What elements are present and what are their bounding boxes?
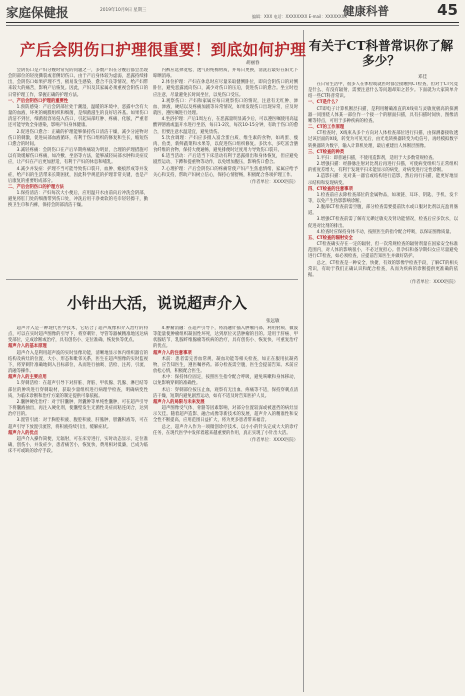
section-title: 健康科普 xyxy=(343,4,389,18)
article3-column xyxy=(308,82,458,691)
column-divider xyxy=(303,30,304,692)
paragraph: 2.体位护理：产妇在休息时应尽量采取健侧卧位，即向会阴伤口的对侧卧位，避免恶露流向伤口，减少对伤口的压迫，促进伤口的愈合。坐立时也应注意，尽量避免长时间坐位，以免伤口受压。 xyxy=(153,80,298,98)
paragraph: 2.增强扫描：经静脉注射对比剂后再进行扫描，可使病变组织与正常组织的密度差增大，有利于发现平扫未能显示的病变，对病变进行定性诊断。 xyxy=(308,162,458,174)
subheading: 一、产后会阴伤口护理的重要性 xyxy=(8,98,69,104)
subheading: 二、CT的工作原理 xyxy=(308,125,345,131)
paragraph: 4.坐浴护理：产后1周左右，在恶露量明显减少后，可以遵医嘱使用高锰酸钾溶液或温开水进行坐浴，每日1-2次，每次10-15分钟，有助于伤口的愈合，但要注意水温适宜，避免烫伤。 xyxy=(153,117,298,135)
paragraph: CT检查确实存在一定的辐射，但一次常规检查的辐射剂量在国家安全标准范围内，对人体的影响很小，不必过度担心。但孕妇和备孕期妇女应尽量避免进行CT检查，如必须检查，应提前告知医生并做好防护。 xyxy=(308,242,458,260)
paragraph: 1.保持清洁：产妇每次大小便后，应用温开水由前向后冲洗会阴部，避免将肛门处的细菌带到伤口处，冲洗后用干净柔软的毛巾轻轻擦干，勤换卫生巾和内裤，保持会阴部清洁干燥。 xyxy=(8,191,148,209)
subheading: 超声介入的主要应用 xyxy=(8,375,47,381)
paragraph: 2.促进伤口愈合：正确的护理能够保持伤口清洁干燥，减少分泌物对伤口的刺激，促进局部血液循环，有利于伤口组织的修复和生长，缩短伤口愈合的时间。 xyxy=(8,129,148,147)
paragraph: CT即电子计算机断层扫描，是利用精确准直的X线束与灵敏度极高的探测器一同围绕人体某一部位作一个接一个的断面扫描，具有扫描时间快、图像清晰等特点，可用于多种疾病的检查。 xyxy=(308,106,458,124)
paragraph: 1.平扫：即普通扫描，不使用造影剂，适用于大多数常规检查。 xyxy=(316,155,437,161)
subheading: 超声介入的局限与未来发展 xyxy=(153,399,205,405)
subheading: 一、CT是什么？ xyxy=(308,100,340,106)
paragraph: 内裤应选择宽松、透气的纯棉材质，并每日更换，清洗后最好在阳光下晾晒消毒。 xyxy=(153,68,298,80)
subheading: 超声介入的注意事项 xyxy=(153,350,192,356)
paragraph: 超声介入操作简便，无辐射，可在床旁进行，实时动态显示，定位准确，创伤小，并发症少，患者痛苦小，恢复快，费用相对低廉，已成为临床不可或缺的诊疗手段。 xyxy=(8,436,148,455)
paragraph: 术后：穿刺部位按压止血，观察有无出血、疼痛等不适，保持穿刺点清洁干燥，短期内避免剧烈运动，如有不适及时告知医护人员。 xyxy=(153,387,298,399)
paragraph: 5.饮食调理：产妇应多摄入富含蛋白质、维生素的食物，如鸡蛋、瘦肉、鱼类、新鲜蔬菜和水果等，以促进伤口组织修复。多饮水，多吃富含膳食纤维的食物，保持大便通畅，避免排便时过度用力导致伤口裂开。 xyxy=(153,135,298,154)
paragraph: CT检查时，X线束从多个方向对人体检查部位进行扫描，由探测器接收透过该层面的X线，转变为可见光后，由光电转换器转变为电信号，再经模拟数字转换器转为数字，输入计算机处理，最后重建出人体断层图像。 xyxy=(308,131,458,149)
paragraph: 总之，超声介入作为一项微创诊疗技术，以小小的针头完成大大的诊疗任务，在现代医学中发挥着越来越重要的作用，真正实现了小针出大活。 xyxy=(153,424,298,436)
paragraph: 超声介入是利用超声波的实时显像功能，清晰地显示体内组织器官的结构及病灶的位置、大小、形态和毗邻关系，医生在超声图像的实时监视下，将穿刺针准确地刺入目标部位，从而进行抽吸、活检、注药、引流、消融等操作。 xyxy=(8,350,148,375)
editor-info: 编辑：XXX 电话：XXXXXXXX E-mail：XXXXXXXX xyxy=(252,14,348,19)
page-number: 45 xyxy=(437,1,458,19)
article1-title: 产后会阴伤口护理很重要！到底如何护理 xyxy=(20,40,307,59)
subheading: 超声介入的基本原理 xyxy=(8,344,47,350)
paragraph: 3.造影扫描：先对某一器官或结构进行造影，然后再行扫描，能更好地显示结构和发现病变。 xyxy=(308,174,458,186)
author-affiliation: （作者单位：XXXX医院） xyxy=(247,179,298,185)
paragraph: 4.减少并发症：护理不当可能导致伤口裂开、血肿、瘢痕形成等并发症，给产妇的生活带来长期困扰，因此科学规范的护理非常关键，也是产后康复的重要组成部分。 xyxy=(8,166,148,184)
subheading: 五、CT检查的辐射安全 xyxy=(308,235,353,241)
author-affiliation: （作者单位：XXXX医院） xyxy=(407,280,458,285)
paragraph: 3.增强CT检查前需了解有无碘过敏史及肾功能情况，检查后应多饮水，以促进对比剂的排出。 xyxy=(308,217,458,229)
author-affiliation: （作者单位：XXXX医院） xyxy=(247,437,298,443)
article2-column-1 xyxy=(8,326,148,691)
header-rule xyxy=(6,22,459,23)
paragraph: 4.检查时应保持身体不动，按照医生的指令配合呼吸，以保证图像质量。 xyxy=(316,229,454,235)
subheading: 二、产后会阴伤口的护理方法 xyxy=(8,184,64,190)
paragraph: 会阴伤口是产妇分娩时常见的问题之一，多数产妇在分娩后都会出现会阴部位的轻度撕裂或者侧切伤口。由于产后身体较为虚弱，恶露持续排出，会阴伤口如果护理不当，极易发生感染、愈合不良等情况，给产妇带来较大的痛苦，影响产后恢复。因此，产妇及其家属必须重视会阴伤口的日常护理工作，掌握正确的护理方法。 xyxy=(8,68,148,98)
paragraph: 3.观察伤口：产妇和家属应每日观察伤口的情况，注意有无红肿、渗血、渗液、硬结以及疼痛加剧等异常情况，如果发现伤口出现异常，应及时就医，遵医嘱进行处理。 xyxy=(153,98,298,117)
paragraph: 超声图像受气体、骨骼等因素影响，对部分位置较深或被遮挡的病灶显示欠佳。随着超声造影、融合成像等新技术的发展，超声介入的精准性和安全性不断提高，应用范围日益扩大，将为更多患者带来福音。 xyxy=(153,406,298,424)
paragraph: 在日常生活中，很多人在体检或就医时都会接触到CT检查，但对于CT究竟是什么、有没有辐射、需要注意什么等问题却知之甚少。下面就为大家简单介绍一些CT科普常识。 xyxy=(308,82,458,100)
header-rule-thin xyxy=(6,25,459,26)
paragraph: 超声介入是一种现代医学技术，它结合了超声成像和介入治疗的特点，可以在实时超声图像的引导下，将穿刺针、导管等器械精准地送达病变部位，完成诊断或治疗，具有创伤小、定位准确、恢复快等优点。 xyxy=(8,326,148,344)
article-divider xyxy=(6,279,298,280)
article1-column-2 xyxy=(153,68,298,275)
paragraph: 3.置管引流：对于胸腔积液、腹腔积液、肝脓肿、胆囊积液等，可在超声引导下放置引流管，将积液持续引出，缓解症状。 xyxy=(8,418,148,430)
paragraph: 2.腹部CT检查前需空腹，部分检查需要提前饮水或口服对比剂以充盈胃肠道。 xyxy=(308,205,458,217)
paragraph: 6.适当活动：产后适当下床活动有利于恶露排出和身体恢复，但应避免剧烈运动、下蹲和提重物等动作，以免增加腹压，影响伤口愈合。 xyxy=(153,154,298,166)
paragraph: 1.穿刺活检：在超声引导下对肝脏、肾脏、甲状腺、乳腺、淋巴结等部位的肿块进行穿刺取材，获取少量组织进行病理学检查，明确病变性质，为临床诊断和治疗方案的制定提供可靠依据。 xyxy=(8,381,148,399)
article2-byline: 张远敏 xyxy=(266,319,280,324)
article3-title: 有关于CT科普常识你了解多少？ xyxy=(308,38,454,68)
article1-byline: 胡丽春 xyxy=(246,61,260,66)
paragraph: 7.心理护理：产后会阴伤口的疼痛常使产妇产生焦虑情绪，家属应给予关心和支持，帮助产妇树立信心，保持心情舒畅，积极配合各项护理工作。 xyxy=(153,166,298,178)
subheading: 超声介入的优点 xyxy=(8,430,39,436)
article1-column-1 xyxy=(8,68,148,275)
paragraph: 2.囊肿硬化治疗：对于肝囊肿、肾囊肿等单纯性囊肿，可在超声引导下将囊液抽出，再注入硬化剂，使囊壁发生无菌性炎症而粘连闭合，达到治疗目的。 xyxy=(8,399,148,418)
article3-byline: 邓佳 xyxy=(418,75,427,80)
newspaper-title: 家庭保健报 xyxy=(6,5,69,20)
article2-column-2 xyxy=(153,326,298,691)
paragraph: 1.检查前应去除检查部位的金属物品，如项链、耳环、钥匙、手机、发卡等，以免产生伪影影响诊断。 xyxy=(308,192,458,204)
issue-date: 2019年10月9日 星期三 xyxy=(100,8,147,13)
subheading: 四、CT检查的注意事项 xyxy=(308,186,353,192)
paragraph: 1.预防感染：产后会阴部位处于潮湿、温暖的环境中，恶露中含有大量的血液、坏死的蜕膜组织和细菌，是细菌滋生的良好培养基。如果伤口清洁不到位，细菌很容易侵入伤口，引起局部红肿、疼痛、化脓，严重者还可能导致全身感染，影响产妇身体健康。 xyxy=(8,104,148,129)
page-header xyxy=(0,0,465,22)
article2-title: 小针出大活，说说超声介入 xyxy=(66,294,247,312)
paragraph: 术中：保持体位固定，按照医生指令配合呼吸，避免咳嗽和身体移动，以免影响穿刺的准确性。 xyxy=(153,375,298,387)
paragraph: 4.肿瘤消融：在超声引导下，将消融针插入肿瘤内部，利用射频、微波等能量使肿瘤组织凝固性坏死，达到原位灭活肿瘤的目的。适用于肝癌、甲状腺结节、乳腺纤维腺瘤等疾病的治疗，具有创伤小、恢复快、可重复治疗的优点。 xyxy=(153,326,298,350)
paragraph: 总之，CT检查是一种安全、快捷、有效的影像学检查手段，了解CT的相关常识，有助于我们正确认识和配合检查，从而为疾病的诊断提供更准确的依据。 xyxy=(308,260,458,278)
paragraph: 3.减轻疼痛：会阴伤口在产后早期疼痛较为明显，合理的护理措施可以有效缓解伤口疼痛，如冷敷、坐浴等方法，能够减轻局部水肿和炎症反应，让产妇在产后更加舒适，有利于产妇的休息和哺乳。 xyxy=(8,148,148,166)
subheading: 三、CT检查的种类 xyxy=(308,149,345,155)
paragraph: 术前：患者需完善血常规、凝血功能等相关检查，如正在服用抗凝药物，应告知医生，遵医嘱停药。部分检查需空腹，医生会提前告知。术前应放松心情，积极配合医生。 xyxy=(153,356,298,375)
